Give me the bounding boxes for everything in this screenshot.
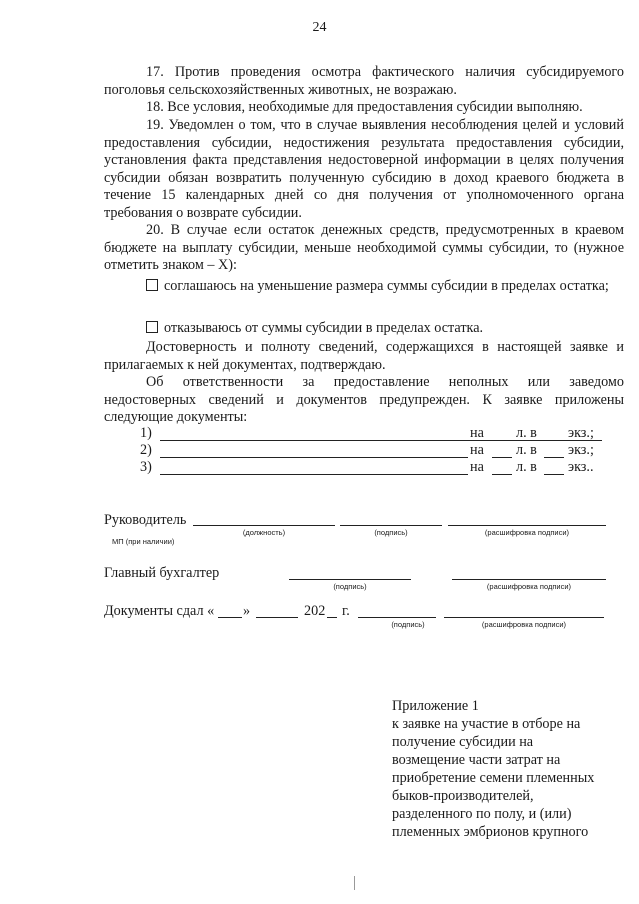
head-decoding-field[interactable] — [448, 525, 606, 526]
option-refuse-text: отказываюсь от суммы субсидии в пределах остатка. — [164, 320, 484, 336]
submitted-year-suffix: г. — [342, 603, 350, 619]
document-sheets: л. в — [516, 459, 537, 475]
document-name-field[interactable] — [160, 457, 468, 458]
document-on: на — [470, 442, 484, 458]
page-number: 24 — [312, 20, 327, 35]
document-copies: экз.. — [568, 459, 594, 475]
submitted-day-field[interactable] — [218, 617, 242, 618]
appendix-line: возмещение части затрат на — [392, 752, 561, 768]
document-copies: экз.; — [568, 425, 594, 441]
responsibility-paragraph: Об ответственности за предоставление неполных или заведомо недостоверных сведений и документов предупрежден. К заявке приложены следующие документы: — [104, 374, 624, 425]
appendix-block — [392, 697, 622, 841]
document-row-3 — [140, 459, 610, 477]
document-row-1 — [140, 425, 610, 443]
checkbox-agree[interactable] — [146, 279, 158, 291]
option-agree-text: соглашаюсь на уменьшение размера суммы субсидии в пределах остатка; — [164, 278, 609, 294]
document-on: на — [470, 425, 484, 441]
paragraph-17: 17. Против проведения осмотра фактического наличия субсидируемого поголовья сельскохозяйственных животных, не возражаю. — [104, 64, 624, 98]
signature-caption: (подпись) — [374, 528, 408, 537]
submitted-year-prefix: 202 — [304, 603, 326, 619]
checkbox-refuse[interactable] — [146, 321, 158, 333]
document-number: 2) — [140, 442, 152, 458]
appendix-line: к заявке на участие в отборе на — [392, 716, 581, 732]
option-refuse — [104, 320, 624, 338]
paragraph-18: 18. Все условия, необходимые для предоставления субсидии выполняю. — [146, 99, 583, 115]
paragraph-20: 20. В случае если остаток денежных средств, предусмотренных в краевом бюджете на выплату субсидии, меньше необходимой суммы субсидии, то (нужное отметить знаком – Х): — [104, 222, 624, 273]
submitted-month-field[interactable] — [256, 617, 298, 618]
decoding-caption: (расшифровка подписи) — [486, 582, 572, 591]
appendix-line: получение субсидии на — [392, 734, 534, 750]
position-caption: (должность) — [242, 528, 286, 537]
appendix-line: приобретение семени племенных — [392, 770, 595, 786]
document-copies: экз.; — [568, 442, 594, 458]
signature-caption: (подпись) — [391, 620, 425, 629]
sheets-count-field[interactable] — [492, 457, 512, 458]
accountant-label: Главный бухгалтер — [104, 565, 220, 581]
appendix-line: племенных эмбрионов крупного — [392, 824, 589, 840]
head-position-field[interactable] — [193, 525, 335, 526]
sheets-count-field[interactable] — [492, 474, 512, 475]
submitted-decoding-field[interactable] — [444, 617, 604, 618]
copies-count-field[interactable] — [544, 457, 564, 458]
document-row-2 — [140, 442, 610, 460]
sheets-count-field[interactable] — [492, 440, 512, 441]
document-number: 3) — [140, 459, 152, 475]
confirm-paragraph: Достоверность и полноту сведений, содержащихся в настоящей заявке и прилагаемых к ней документах, подтверждаю. — [104, 339, 624, 373]
head-signature-field[interactable] — [340, 525, 442, 526]
document-number: 1) — [140, 425, 152, 441]
appendix-line: быков-производителей, — [392, 788, 534, 804]
scan-mark — [354, 876, 355, 890]
copies-count-field[interactable] — [544, 474, 564, 475]
option-agree — [104, 278, 624, 296]
stamp-caption: МП (при наличии) — [112, 537, 175, 546]
accountant-decoding-field[interactable] — [452, 579, 606, 580]
appendix-title: Приложение 1 — [392, 698, 479, 714]
document-sheets: л. в — [516, 442, 537, 458]
document-on: на — [470, 459, 484, 475]
document-name-field[interactable] — [160, 474, 468, 475]
head-label: Руководитель — [104, 512, 187, 528]
submitted-label: Документы сдал « — [104, 603, 215, 619]
document-sheets: л. в — [516, 425, 537, 441]
submitted-close-quote: » — [243, 603, 251, 619]
appendix-line: разделенного по полу, и (или) — [392, 806, 572, 822]
signature-caption: (подпись) — [333, 582, 367, 591]
decoding-caption: (расшифровка подписи) — [481, 620, 567, 629]
accountant-signature-field[interactable] — [289, 579, 411, 580]
paragraph-19: 19. Уведомлен о том, что в случае выявления несоблюдения целей и условий предоставления субсидии, недостижения результата предоставления субсидии, установления факта представления недостоверной информации в целях получения субсидии обязан возвратить полученную субсидию в доход краевого бюджета в течение 15 календарных дней со дня получения от уполномоченного органа требования о возврате субсидии. — [104, 117, 624, 221]
copies-count-field[interactable] — [544, 440, 564, 441]
submitted-signature-field[interactable] — [358, 617, 436, 618]
decoding-caption: (расшифровка подписи) — [484, 528, 570, 537]
submitted-year-field[interactable] — [327, 617, 337, 618]
